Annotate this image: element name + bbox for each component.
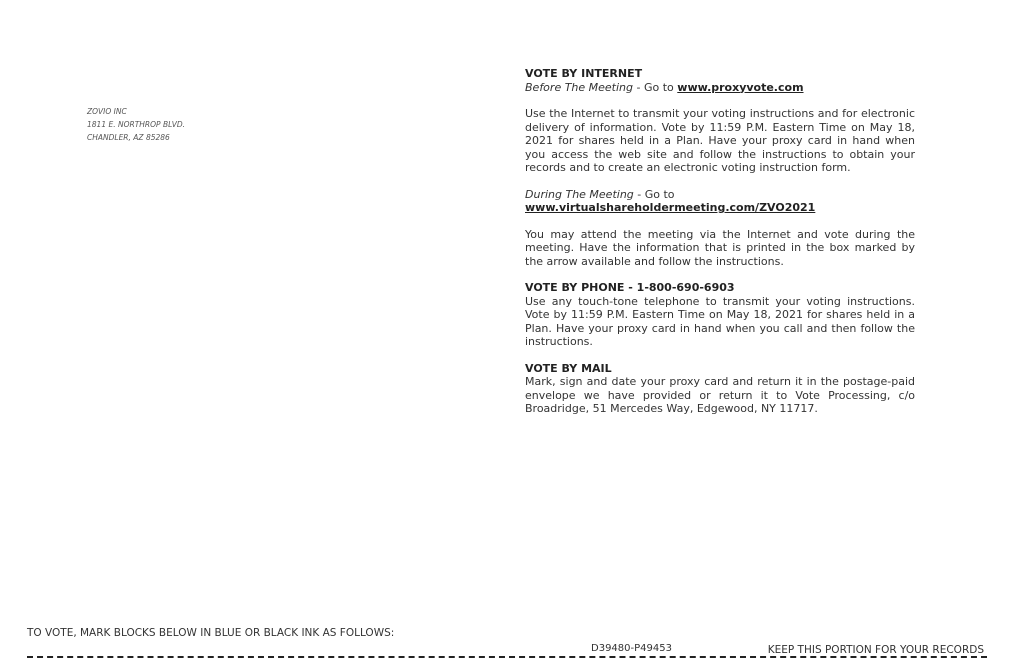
vote-by-internet-section bbox=[525, 67, 915, 94]
internet-body-block bbox=[525, 107, 915, 175]
address-street: 1811 E. NORTHROP BLVD. bbox=[87, 120, 186, 129]
during-meeting-block bbox=[525, 188, 915, 215]
vote-by-mail-section bbox=[525, 362, 915, 416]
before-meeting-line bbox=[525, 81, 915, 95]
during-meeting-body-block bbox=[525, 228, 915, 269]
detach-line bbox=[27, 656, 987, 658]
proxyvote-link[interactable]: www.proxyvote.com bbox=[677, 80, 804, 94]
mailing-address bbox=[87, 105, 185, 144]
vote-by-internet-heading: VOTE BY INTERNET bbox=[525, 67, 643, 80]
during-meeting-label: During The Meeting bbox=[525, 187, 634, 201]
marking-instruction: TO VOTE, MARK BLOCKS BELOW IN BLUE OR BLACK INK AS FOLLOWS: bbox=[27, 627, 395, 639]
during-meeting-sep: - Go to bbox=[633, 187, 675, 201]
vote-by-mail-heading: VOTE BY MAIL bbox=[525, 361, 612, 375]
before-meeting-sep: - Go to bbox=[633, 80, 678, 94]
keep-portion-label: KEEP THIS PORTION FOR YOUR RECORDS bbox=[765, 644, 987, 656]
vote-by-phone-section bbox=[525, 281, 915, 349]
during-meeting-body: You may attend the meeting via the Internet and vote during the meeting. Have the information that is printed in the box marked by the arrow available and follow the instructions. bbox=[525, 227, 915, 268]
voting-instructions bbox=[525, 67, 915, 429]
during-meeting-line bbox=[525, 188, 915, 215]
phone-body: Use any touch-tone telephone to transmit your voting instructions. Vote by 11:59 P.M. Eastern Time on May 18, 2021 for shares held in a Plan. Have your proxy card in hand when you call and then follow the instructions. bbox=[525, 294, 915, 348]
virtual-meeting-link[interactable]: www.virtualshareholdermeeting.com/ZVO2021 bbox=[525, 201, 816, 214]
mail-body: Mark, sign and date your proxy card and return it in the postage-paid envelope we have provided or return it to Vote Processing, c/o Broadridge, 51 Mercedes Way, Edgewood, NY 11717. bbox=[525, 375, 915, 415]
internet-body: Use the Internet to transmit your voting instructions and for electronic delivery of information. Vote by 11:59 P.M. Eastern Time on May 18, 2021 for shares held in a Plan. Have your proxy card in hand when you access the web site and follow the instructions to obtain your records and to create an electronic voting instruction form. bbox=[525, 107, 915, 174]
vote-by-phone-heading: VOTE BY PHONE - 1-800-690-6903 bbox=[525, 281, 735, 294]
document-code: D39480-P49453 bbox=[588, 643, 675, 654]
address-company: ZOVIO INC bbox=[87, 107, 127, 116]
address-city: CHANDLER, AZ 85286 bbox=[87, 133, 170, 142]
before-meeting-label: Before The Meeting bbox=[525, 80, 634, 94]
